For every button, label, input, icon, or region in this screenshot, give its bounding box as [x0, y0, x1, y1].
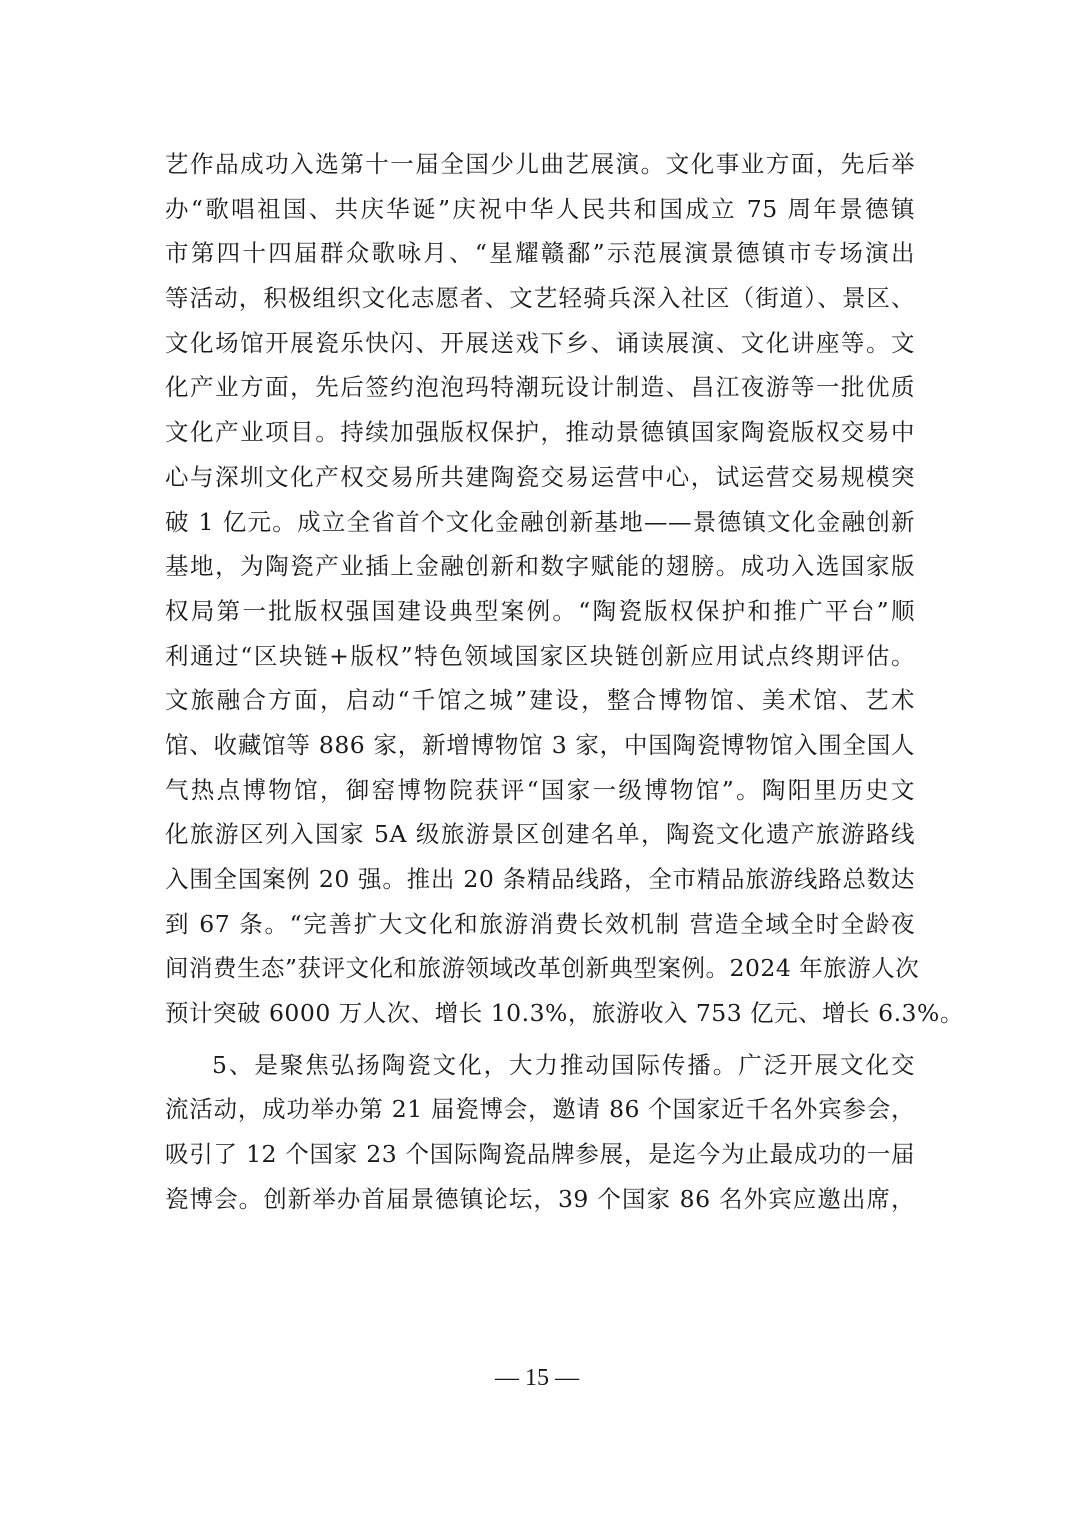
text-line: 瓷博会。创新举办首届景德镇论坛，39 个国家 86 名外宾应邀出席，: [165, 1184, 915, 1213]
text-line: 心与深圳文化产权交易所共建陶瓷交易运营中心，试运营交易规模突: [165, 462, 915, 491]
text-line: 办“歌唱祖国、共庆华诞”庆祝中华人民共和国成立 75 周年景德镇: [165, 194, 915, 223]
text-line: 吸引了 12 个国家 23 个国际陶瓷品牌参展，是迄今为止最成功的一届: [165, 1140, 915, 1169]
text-line: 利通过“区块链+版权”特色领域国家区块链创新应用试点终期评估。: [165, 641, 915, 670]
text-line: 文旅融合方面，启动“千馆之城”建设，整合博物馆、美术馆、艺术: [165, 686, 915, 715]
text-line: 间消费生态”获评文化和旅游领域改革创新典型案例。2024 年旅游人次: [165, 954, 920, 983]
text-line: 文化产业项目。持续加强版权保护，推动景德镇国家陶瓷版权交易中: [165, 418, 915, 447]
text-line: 化产业方面，先后签约泡泡玛特潮玩设计制造、昌江夜游等一批优质: [165, 373, 915, 402]
text-line: 气热点博物馆，御窑博物院获评“国家一级博物馆”。陶阳里历史文: [165, 775, 915, 804]
text-line: 预计突破 6000 万人次、增长 10.3%，旅游收入 753 亿元、增长 6.3%。: [165, 999, 964, 1028]
page-number: — 15 —: [495, 1365, 579, 1391]
text-line: 到 67 条。“完善扩大文化和旅游消费长效机制 营造全域全时全龄夜: [165, 909, 915, 938]
text-line: 破 1 亿元。成立全省首个文化金融创新基地——景德镇文化金融创新: [165, 507, 915, 536]
body-text: [165, 142, 964, 1222]
text-line: 艺作品成功入选第十一届全国少儿曲艺展演。文化事业方面，先后举: [165, 150, 915, 178]
text-line: 化旅游区列入国家 5A 级旅游景区创建名单，陶瓷文化遗产旅游路线: [165, 820, 915, 849]
text-line: 等活动，积极组织文化志愿者、文艺轻骑兵深入社区（街道）、景区、: [165, 284, 915, 313]
text-line: 文化场馆开展瓷乐快闪、开展送戏下乡、诵读展演、文化讲座等。文: [165, 328, 915, 357]
text-line: 流活动，成功举办第 21 届瓷博会，邀请 86 个国家近千名外宾参会，: [165, 1095, 915, 1124]
text-line: 5、是聚焦弘扬陶瓷文化，大力推动国际传播。广泛开展文化交: [212, 1050, 915, 1079]
text-line: 入围全国案例 20 强。推出 20 条精品线路，全市精品旅游线路总数达: [165, 865, 915, 893]
paragraph-gap: [165, 1036, 915, 1043]
paragraph-culture-tourism: [165, 142, 964, 1036]
text-line: 市第四十四届群众歌咏月、“星耀赣鄱”示范展演景德镇市专场演出: [165, 239, 915, 268]
text-line: 权局第一批版权强国建设典型案例。“陶瓷版权保护和推广平台”顺: [165, 596, 915, 625]
text-line: 馆、收藏馆等 886 家，新增博物馆 3 家，中国陶瓷博物馆入围全国人: [165, 730, 915, 759]
paragraph-international-communication: [165, 1043, 915, 1222]
text-line: 基地，为陶瓷产业插上金融创新和数字赋能的翅膀。成功入选国家版: [165, 552, 915, 581]
